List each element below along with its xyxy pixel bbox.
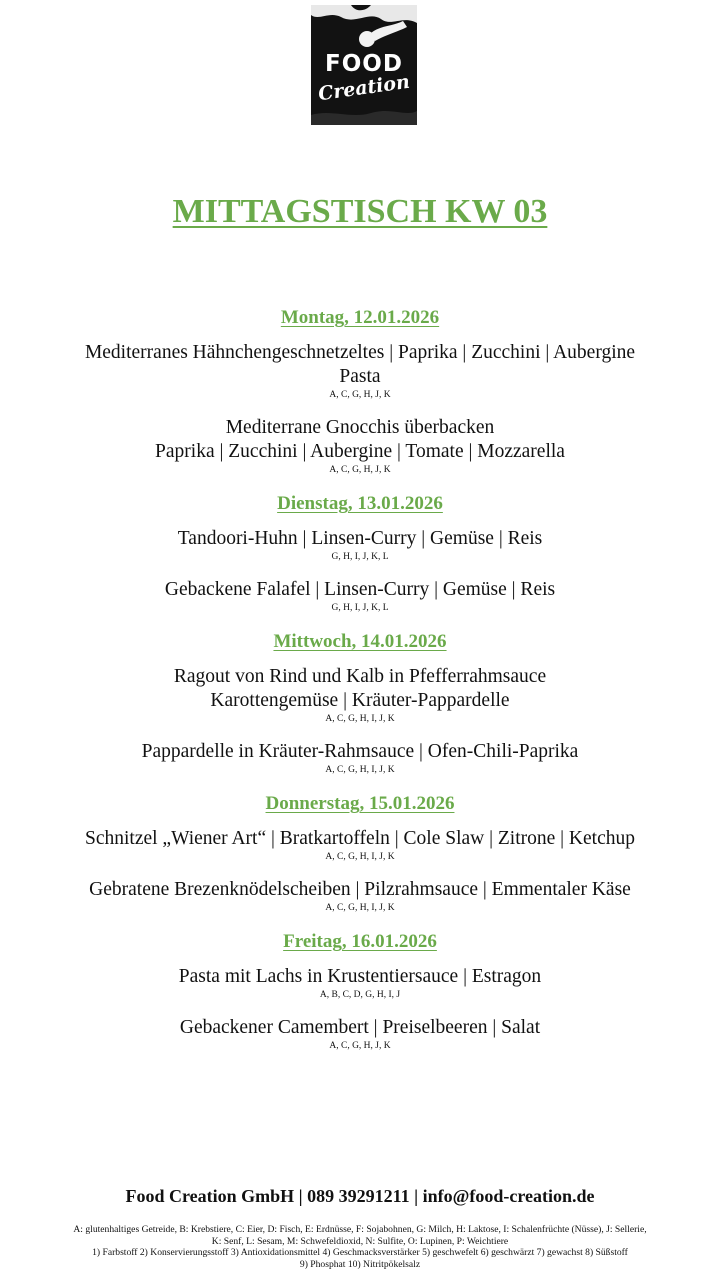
allergen-codes: A, C, G, H, I, J, K xyxy=(325,714,395,724)
day-heading xyxy=(0,929,720,955)
dish-line: Tandoori-Huhn | Linsen-Curry | Gemüse | Reis xyxy=(177,528,543,549)
dish-item xyxy=(0,416,720,476)
allergen-legend xyxy=(10,1224,710,1270)
dish-line: Gebratene Brezenknödelscheiben | Pilzrahmsauce | Emmentaler Käse xyxy=(89,879,631,900)
dish-line: Mediterranes Hähnchengeschnetzeltes | Paprika | Zucchini | Aubergine xyxy=(84,342,636,363)
dish-line: Paprika | Zucchini | Aubergine | Tomate | Mozzarella xyxy=(155,441,565,462)
dish-item xyxy=(0,1016,720,1052)
dish-item xyxy=(0,665,720,725)
dish-item xyxy=(0,578,720,614)
legend-line: K: Senf, L: Sesam, M: Schwefeldioxid, N: Sulfite, O: Lupinen, P: Weichtiere xyxy=(211,1235,509,1247)
day-heading xyxy=(0,491,720,517)
legend-line: A: glutenhaltiges Getreide, B: Krebstiere, C: Eier, D: Fisch, E: Erdnüsse, F: Sojabohnen, G: Milch, H: Laktose, I: Schalenfrüchte (Nüsse), J: Sellerie, xyxy=(73,1224,647,1235)
dish-line: Pasta xyxy=(339,366,381,387)
dish-item xyxy=(0,341,720,401)
dish-item xyxy=(0,740,720,776)
dish-line: Gebackene Falafel | Linsen-Curry | Gemüse | Reis xyxy=(164,579,556,600)
allergen-codes: A, C, G, H, J, K xyxy=(329,1041,391,1051)
logo-word-creation: Creation xyxy=(316,70,412,106)
dish-item xyxy=(0,965,720,1001)
day-thursday xyxy=(0,791,720,914)
dish-line: Karottengemüse | Kräuter-Pappardelle xyxy=(210,690,510,711)
day-heading-text: Dienstag, 13.01.2026 xyxy=(277,493,443,514)
legend-line: 9) Phosphat 10) Nitritpökelsalz xyxy=(299,1258,421,1270)
allergen-codes: G, H, I, J, K, L xyxy=(331,552,389,562)
dish-line: Pasta mit Lachs in Krustentiersauce | Estragon xyxy=(178,966,542,987)
day-heading xyxy=(0,791,720,817)
dish-line: Schnitzel „Wiener Art“ | Bratkartoffeln | Cole Slaw | Zitrone | Ketchup xyxy=(84,828,635,849)
allergen-codes: G, H, I, J, K, L xyxy=(331,603,389,613)
food-creation-logo xyxy=(311,5,417,125)
allergen-codes: A, C, G, H, J, K xyxy=(329,465,391,475)
day-friday xyxy=(0,929,720,1052)
footer-contact: Food Creation GmbH | 089 39291211 | info@food-creation.de xyxy=(125,1186,595,1206)
day-heading xyxy=(0,629,720,655)
day-heading xyxy=(0,305,720,331)
dish-item xyxy=(0,827,720,863)
page-title-text: MITTAGSTISCH KW 03 xyxy=(172,193,548,230)
dish-line: Pappardelle in Kräuter-Rahmsauce | Ofen-Chili-Paprika xyxy=(141,741,579,762)
dish-line: Mediterrane Gnocchis überbacken xyxy=(225,417,495,438)
allergen-codes: A, C, G, H, I, J, K xyxy=(325,765,395,775)
allergen-codes: A, C, G, H, J, K xyxy=(329,390,391,400)
page-title xyxy=(0,193,720,231)
dish-item xyxy=(0,878,720,914)
day-wednesday xyxy=(0,629,720,776)
day-monday xyxy=(0,305,720,476)
day-tuesday xyxy=(0,491,720,614)
allergen-codes: A, C, G, H, I, J, K xyxy=(325,903,395,913)
weekly-menu xyxy=(0,305,720,1067)
day-heading-text: Donnerstag, 15.01.2026 xyxy=(265,793,455,814)
day-heading-text: Mittwoch, 14.01.2026 xyxy=(273,631,447,652)
legend-line: 1) Farbstoff 2) Konservierungsstoff 3) Antioxidationsmittel 4) Geschmacksverstärker 5) geschwefelt 6) geschwärzt 7) gewachst 8) Süßstoff xyxy=(92,1247,628,1258)
dish-line: Gebackener Camembert | Preiselbeeren | Salat xyxy=(179,1017,541,1038)
allergen-codes: A, C, G, H, I, J, K xyxy=(325,852,395,862)
dish-item xyxy=(0,527,720,563)
day-heading-text: Freitag, 16.01.2026 xyxy=(283,931,437,952)
logo-word-food: FOOD xyxy=(325,51,403,77)
allergen-codes: A, B, C, D, G, H, I, J xyxy=(319,990,401,1000)
dish-line: Ragout von Rind und Kalb in Pfefferrahmsauce xyxy=(173,666,547,687)
day-heading-text: Montag, 12.01.2026 xyxy=(280,307,440,328)
